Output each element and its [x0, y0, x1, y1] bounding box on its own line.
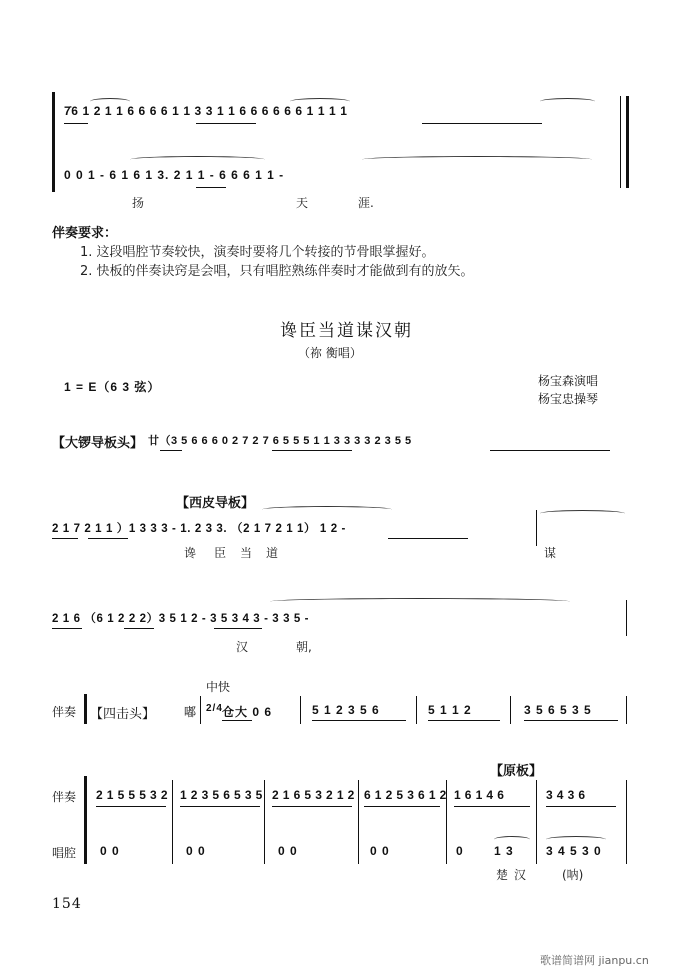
row-4-measure-4: 3 5 6 5 3 5	[524, 703, 592, 717]
row-3-notes: 2 1 6 （6 1 2 2 2）3 5 1 2 - 3 5 3 4 3 - 3 3 5 -	[52, 613, 310, 625]
row-5-lyric-3: (呐)	[562, 868, 584, 882]
accompaniment-item-2: 2. 快板的伴奏诀窍是会唱，只有唱腔熟练伴奏时才能做到有的放矢。	[80, 264, 474, 279]
song-title: 谗臣当道谋汉朝	[280, 321, 413, 341]
row-2-notes: 2 1 7 2 1 1 ）1 3 3 3 - 1. 2 3 3. （2 1 7 2 1 1） 1 2 -	[52, 523, 346, 535]
song-subtitle: （祢 衡唱）	[298, 346, 362, 360]
row-5-voc-5: 0	[456, 844, 464, 858]
system-1-lyric-1: 扬	[132, 196, 145, 210]
song-key: 1 = E（6 3 弦）	[64, 380, 161, 394]
row-5-voc-6: 1 3	[494, 844, 514, 858]
system-1-lyric-3: 涯.	[358, 196, 374, 210]
accompaniment-item-1: 1. 这段唱腔节奏较快，演奏时要将几个转接的节骨眼掌握好。	[80, 245, 435, 260]
row-4-tempo: 中快	[206, 680, 231, 694]
row-2-lyric-3: 当	[240, 546, 253, 560]
system-1-lyric-2: 天	[296, 196, 309, 210]
row-5-voc-3: 0 0	[278, 844, 298, 858]
credit-accompanist: 杨宝忠操琴	[538, 392, 599, 406]
system-1-end-bar	[626, 96, 629, 188]
row-1-notes: 廿（3 5 6 6 6 0 2 7 2 7 6 5 5 5 1 1 3 3 3 3 2 3 5 5	[148, 435, 412, 447]
row-5-acc-6: 3 4 3 6	[546, 788, 586, 802]
row-1-label: 【大锣导板头】	[52, 436, 144, 451]
row-3-lyric-1: 汉	[236, 640, 249, 654]
row-5-acc-4: 6 1 2 5 3 6 1 2	[364, 788, 447, 802]
row-4-measure-3: 5 1 1 2	[428, 703, 472, 717]
row-5-lyric-2: 汉	[514, 868, 527, 882]
row-5-label-acc: 伴奏	[52, 790, 77, 804]
row-4-meter: 2/4	[206, 703, 223, 714]
watermark: 歌谱简谱网 jianpu.cn	[540, 954, 649, 967]
row-4-measure-1: 仓大 0 6	[222, 705, 273, 719]
system-1-bracket	[52, 92, 55, 192]
row-4-percussion: 【四击头】	[90, 707, 156, 722]
row-2-section: 【西皮导板】	[176, 496, 255, 511]
row-2-lyric-1: 谗	[184, 546, 197, 560]
accompaniment-heading: 伴奏要求：	[52, 226, 118, 241]
system-1-line-b: 0 0 1 - 6 1 6 1 3. 2 1 1 - 6 6 6 1 1 -	[64, 168, 285, 182]
system-1-end-thin	[620, 96, 621, 188]
row-5-voc-2: 0 0	[186, 844, 206, 858]
row-2-lyric-4: 道	[266, 546, 279, 560]
row-3-lyric-2: 朝,	[296, 640, 312, 654]
row-5-voc-7: 3 4 5 3 0	[546, 844, 602, 858]
row-5-section: 【原板】	[490, 764, 543, 779]
row-4-label: 伴奏	[52, 705, 77, 719]
row-5-voc-4: 0 0	[370, 844, 390, 858]
row-4-measure-2: 5 1 2 3 5 6	[312, 703, 380, 717]
credit-singer: 杨宝森演唱	[538, 374, 599, 388]
row-5-acc-1: 2 1 5 5 5 3 2	[96, 788, 168, 802]
row-5-acc-5: 1 6 1 4 6	[454, 788, 505, 802]
row-2-lyric-2: 臣	[214, 546, 227, 560]
row-5-label-voc: 唱腔	[52, 846, 77, 860]
row-5-voc-1: 0 0	[100, 844, 120, 858]
row-2-lyric-5: 谋	[544, 546, 557, 560]
page-number: 154	[52, 896, 82, 912]
row-4-syllable: 嘟	[184, 705, 197, 719]
system-1-line-a: 7̇6 1 2 1 1 6 6 6 6 1 1 3 3 1 1 6 6 6 6 6 6 1 1 1 1	[64, 104, 348, 118]
row-5-lyric-1: 楚	[496, 868, 509, 882]
row-5-acc-2: 1 2 3 5 6 5 3 5	[180, 788, 263, 802]
row-5-acc-3: 2 1 6 5 3 2 1 2	[272, 788, 355, 802]
